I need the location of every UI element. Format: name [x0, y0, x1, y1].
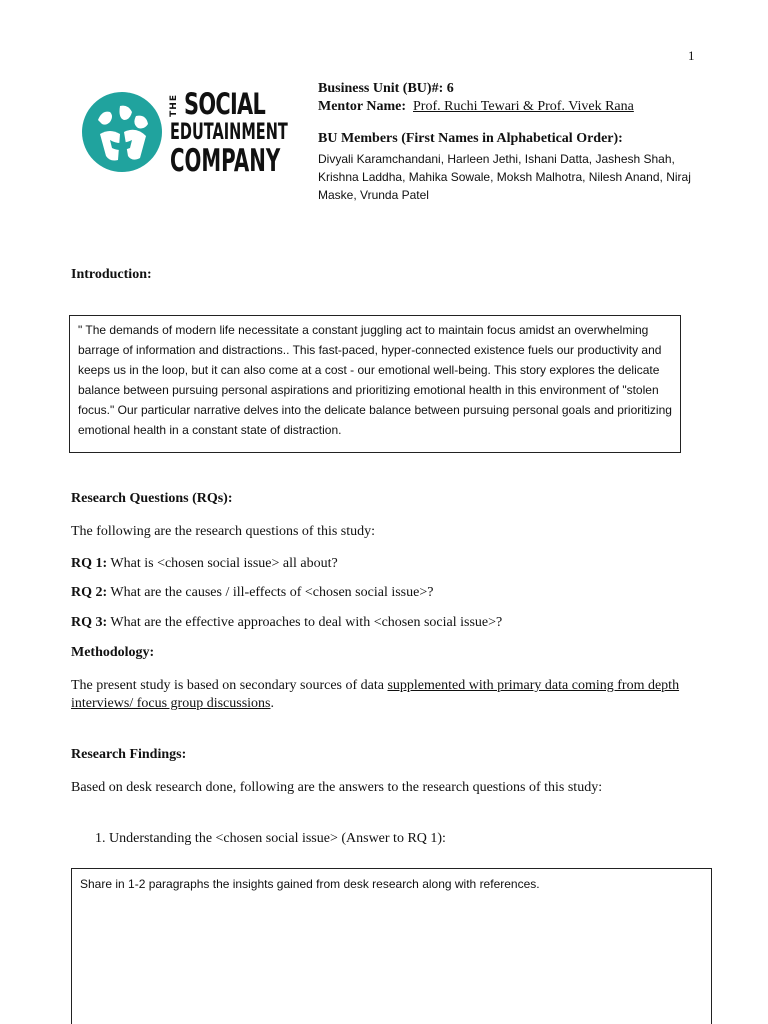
- logo-social-text: SOCIAL: [184, 87, 266, 121]
- rq-item-1-text: What is <chosen social issue> all about?: [107, 556, 338, 571]
- findings-heading: Research Findings:: [71, 747, 187, 762]
- logo-emblem-icon: [80, 90, 164, 174]
- bu-label: Business Unit (BU)#: 6: [318, 81, 454, 96]
- methodology-text: [71, 677, 691, 713]
- introduction-box: " The demands of modern life necessitate a constant juggling act to maintain focus amidst an overwhelming barrage of information and distractions.. This fast-paced, hyper-connected existence fuels our productivity and keeps us in the loop, but it can also come at a cost - our emotional well-being. This story explores the delicate balance between pursuing personal aspirations and prioritizing emotional health in this environment of "stolen focus." Our particular narrative delves into the delicate balance between pursuing personal goals and prioritizing emotional health in a constant state of distraction.: [69, 315, 681, 453]
- logo-the-text: THE: [169, 94, 179, 117]
- members-list: Divyali Karamchandani, Harleen Jethi, Ishani Datta, Jashesh Shah, Krishna Laddha, Mahika Sowale, Moksh Malhotra, Nilesh Anand, Niraj Maske, Vrunda Patel: [318, 152, 691, 202]
- rq-item-1-label: RQ 1:: [71, 556, 108, 571]
- bu-info-block: [318, 80, 693, 204]
- rq-item-1: [71, 555, 338, 573]
- rq-intro: The following are the research questions of this study:: [71, 524, 376, 539]
- rq-item-2: [71, 584, 433, 602]
- methodology-heading: Methodology:: [71, 645, 155, 660]
- rq-item-3-text: What are the effective approaches to deal with <chosen social issue>?: [107, 615, 503, 630]
- rq-item-3-label: RQ 3:: [71, 615, 108, 630]
- rq-item-2-text: What are the causes / ill-effects of <chosen social issue>?: [107, 585, 434, 600]
- logo-company-text: COMPANY: [170, 143, 281, 179]
- rq-item-3: [71, 614, 502, 632]
- logo-edutainment-text: EDUTAINMENT: [170, 120, 288, 145]
- mentor-value: Prof. Ruchi Tewari & Prof. Vivek Rana: [413, 99, 634, 114]
- company-logo: [80, 88, 290, 178]
- rq-item-2-label: RQ 2:: [71, 585, 108, 600]
- rq-heading: Research Questions (RQs):: [71, 491, 233, 506]
- methodology-text-end: .: [270, 696, 274, 711]
- findings-item-1: 1. Understanding the <chosen social issue> (Answer to RQ 1):: [95, 831, 446, 846]
- methodology-text-underlined: supplemented with primary data coming from depth interviews/ focus group discussions: [71, 678, 680, 711]
- findings-answer-box: Share in 1-2 paragraphs the insights gained from desk research along with references.: [71, 868, 712, 1024]
- introduction-heading: Introduction:: [71, 267, 152, 282]
- findings-intro: Based on desk research done, following are the answers to the research questions of this study:: [71, 780, 603, 795]
- mentor-label: Mentor Name:: [318, 99, 406, 114]
- members-label: BU Members (First Names in Alphabetical Order):: [318, 131, 623, 146]
- page-number: 1: [688, 48, 695, 63]
- methodology-text-plain: The present study is based on secondary sources of data: [71, 678, 388, 693]
